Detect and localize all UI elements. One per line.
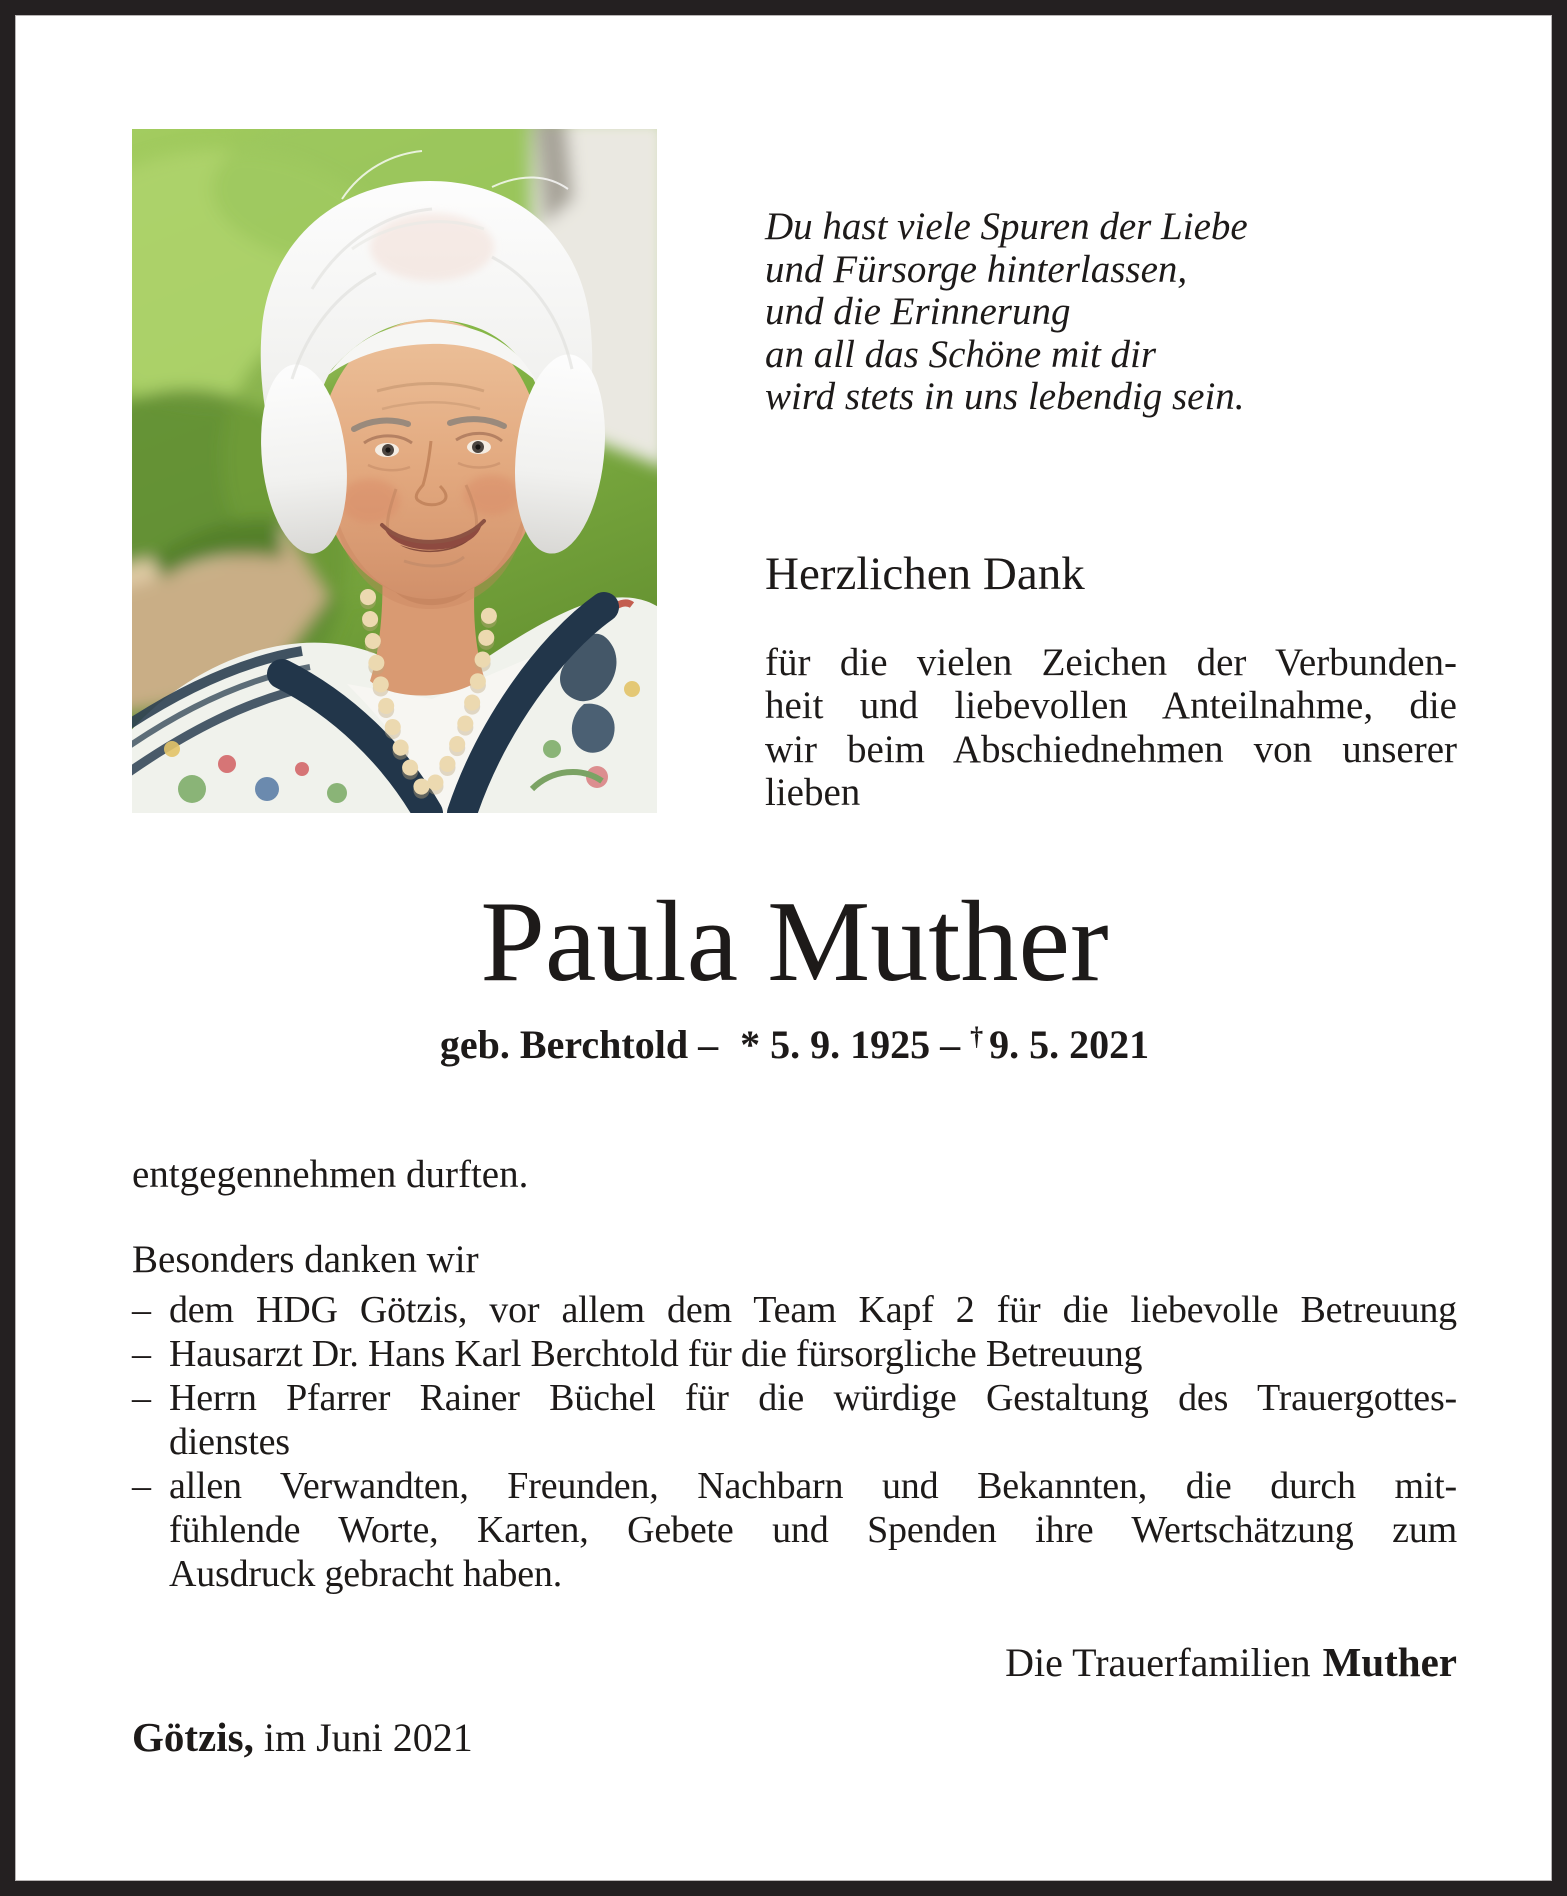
thanks-heading: Herzlichen Dank [765,548,1085,600]
closing-signature [132,1638,1457,1686]
list-item-line: Herrn Pfarrer Rainer Büchel für die würdige Gestaltung des Trauergottes- [169,1377,1457,1419]
death-date: 9. 5. 2021 [989,1022,1150,1067]
special-thanks-list [132,1288,1457,1596]
place-date [132,1713,1132,1761]
death-cross-symbol: † [970,1022,984,1051]
deceased-name: Paula Muther [480,878,1109,1006]
portrait-photo-image [132,129,657,813]
list-item-line: Hausarzt Dr. Hans Karl Berchtold für die fürsorgliche Betreuung [169,1333,1143,1375]
bullet-dash: – [132,1289,151,1331]
verse-line: und die Erinnerung [765,290,1071,334]
verse-line: Du hast viele Spuren der Liebe [765,205,1248,248]
verse-line: an all das Schöne mit dir [765,332,1157,376]
list-item-line: Ausdruck gebracht haben. [169,1553,562,1595]
verse-line: wird stets in uns lebendig sein. [765,375,1245,419]
bullet-dash: – [132,1333,151,1375]
thanks-paragraph [765,641,1457,815]
bullet-dash: – [132,1465,151,1507]
special-thanks-intro: Besonders danken wir [132,1238,479,1281]
list-item [132,1288,1457,1332]
thanks-line: für die vielen Zeichen der Verbunden- [765,641,1457,684]
list-item [132,1376,1457,1464]
birth-star-symbol: * [740,1022,761,1067]
thanks-line: wir beim Abschiednehmen von unserer [765,727,1457,771]
verse-line: und Fürsorge hinterlassen, [765,247,1188,291]
list-item-line: fühlende Worte, Karten, Gebete und Spenden ihre Wertschätzung zum [169,1509,1457,1551]
place-name: Götzis, [132,1714,254,1760]
thanks-line: heit und liebevollen Anteilnahme, die [765,684,1457,728]
thanks-line: lieben [765,771,861,815]
receipt-line: entgegennehmen durften. [132,1153,529,1196]
portrait-photo [132,129,657,813]
family-name: Muther [1322,1639,1457,1685]
list-item [132,1464,1457,1596]
bullet-dash: – [132,1377,151,1419]
list-item-line: dienstes [169,1421,290,1463]
memorial-verse [765,206,1285,419]
list-item-line: allen Verwandten, Freunden, Nachbarn und Bekannten, die durch mit- [169,1465,1457,1507]
deceased-dates [132,1021,1457,1068]
list-item-line: dem HDG Götzis, vor allem dem Team Kapf 2 für die liebevolle Betreuung [169,1289,1457,1331]
family-prefix: Die Trauerfamilien [1005,1640,1311,1685]
birth-date: 5. 9. 1925 – [770,1022,961,1067]
list-item [132,1332,1457,1376]
date-text: im Juni 2021 [263,1715,473,1760]
maiden-name: geb. Berchtold – [439,1022,719,1067]
